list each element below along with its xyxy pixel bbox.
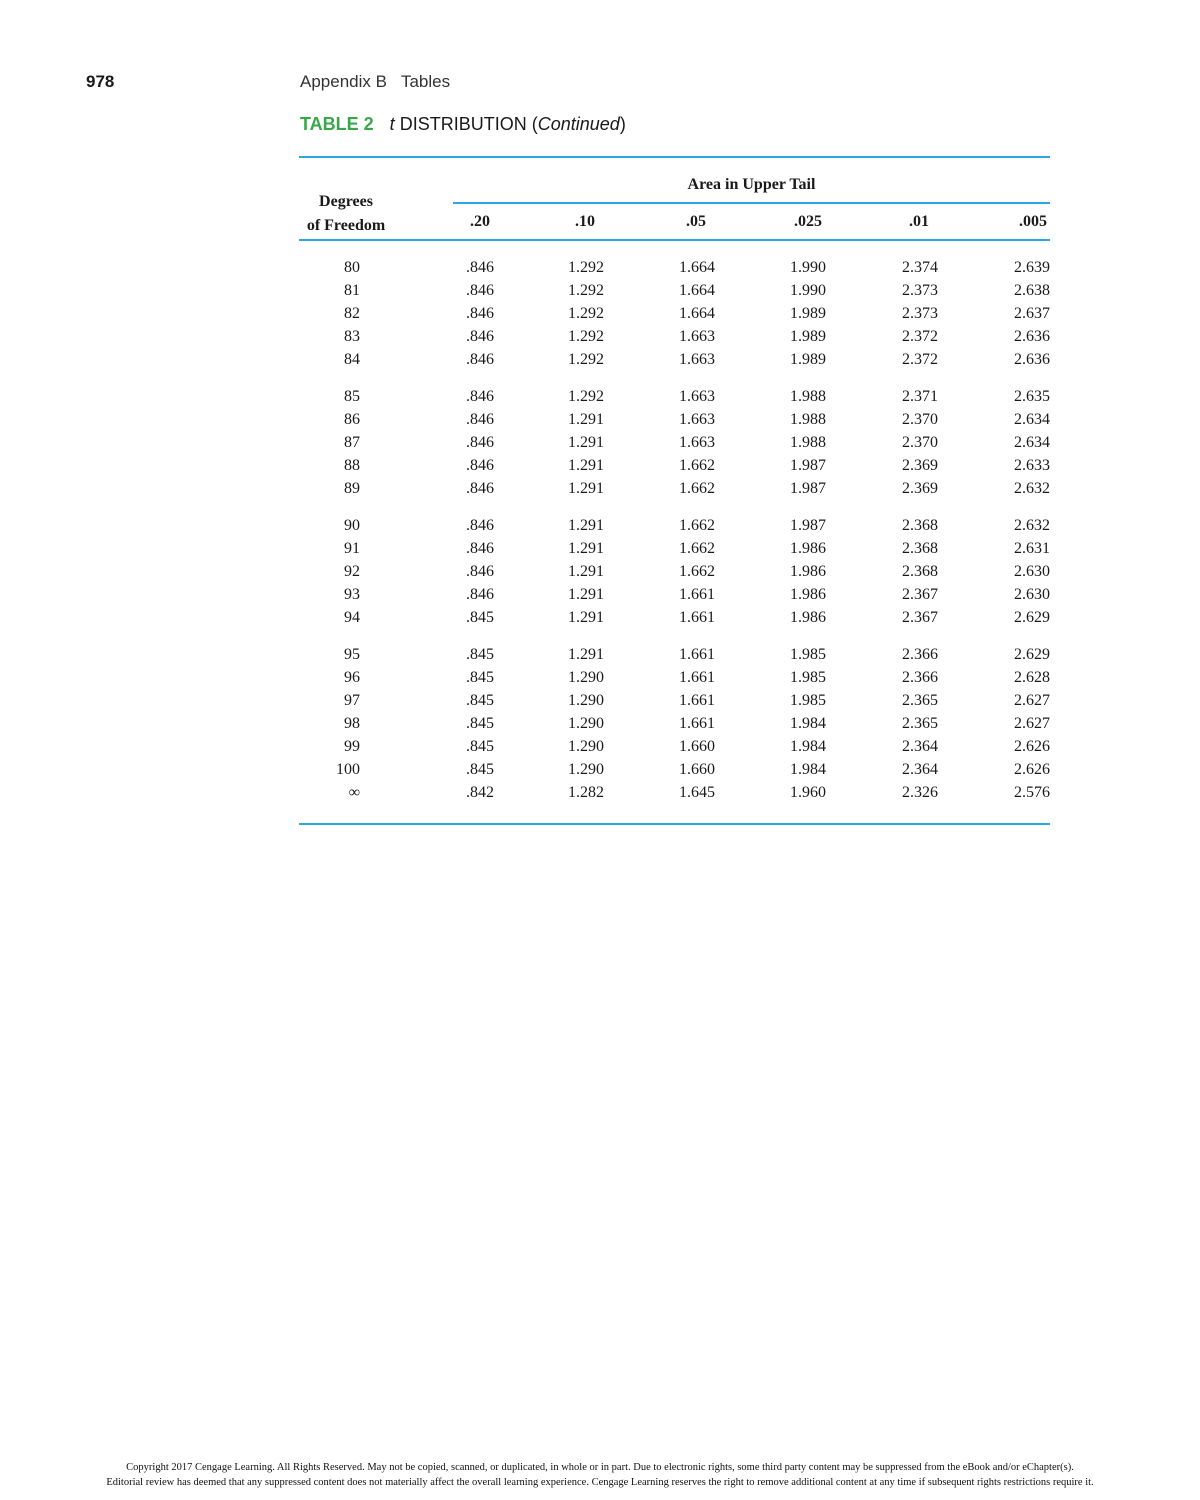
value-cell: .846 bbox=[466, 351, 494, 368]
value-cell: 2.636 bbox=[1014, 328, 1050, 345]
value-cell: 1.291 bbox=[568, 563, 604, 580]
df-cell: 94 bbox=[344, 609, 360, 626]
column-header-010: .10 bbox=[575, 213, 595, 230]
value-cell: 2.368 bbox=[902, 517, 938, 534]
value-cell: .846 bbox=[466, 328, 494, 345]
value-cell: 1.986 bbox=[790, 586, 826, 603]
table-top-rule bbox=[299, 156, 1050, 158]
column-header-005: .05 bbox=[686, 213, 706, 230]
df-header-line2: of Freedom bbox=[306, 217, 386, 234]
value-cell: 2.374 bbox=[902, 259, 938, 276]
value-cell: 1.662 bbox=[679, 517, 715, 534]
value-cell: .846 bbox=[466, 480, 494, 497]
value-cell: 1.661 bbox=[679, 692, 715, 709]
df-cell: 95 bbox=[344, 646, 360, 663]
value-cell: 2.635 bbox=[1014, 388, 1050, 405]
df-cell: 82 bbox=[344, 305, 360, 322]
value-cell: 2.364 bbox=[902, 761, 938, 778]
value-cell: 1.290 bbox=[568, 669, 604, 686]
value-cell: 2.365 bbox=[902, 715, 938, 732]
caption-title: DISTRIBUTION bbox=[399, 114, 527, 134]
value-cell: 2.637 bbox=[1014, 305, 1050, 322]
column-header-rule bbox=[299, 239, 1050, 241]
value-cell: 1.661 bbox=[679, 609, 715, 626]
value-cell: .845 bbox=[466, 669, 494, 686]
value-cell: 2.369 bbox=[902, 480, 938, 497]
value-cell: 1.989 bbox=[790, 351, 826, 368]
value-cell: .846 bbox=[466, 411, 494, 428]
value-cell: .846 bbox=[466, 457, 494, 474]
value-cell: .846 bbox=[466, 259, 494, 276]
value-cell: 1.663 bbox=[679, 328, 715, 345]
value-cell: .846 bbox=[466, 305, 494, 322]
page-number: 978 bbox=[86, 72, 115, 91]
column-header-0025: .025 bbox=[794, 213, 822, 230]
running-head-section: Appendix B bbox=[300, 72, 387, 91]
value-cell: 2.365 bbox=[902, 692, 938, 709]
df-cell: 97 bbox=[344, 692, 360, 709]
df-cell: 87 bbox=[344, 434, 360, 451]
value-cell: 2.632 bbox=[1014, 480, 1050, 497]
value-cell: 1.960 bbox=[790, 784, 826, 801]
value-cell: 1.990 bbox=[790, 259, 826, 276]
value-cell: 2.634 bbox=[1014, 434, 1050, 451]
df-cell: 83 bbox=[344, 328, 360, 345]
value-cell: 1.986 bbox=[790, 609, 826, 626]
caption-continued: Continued bbox=[537, 114, 620, 134]
df-cell: 93 bbox=[344, 586, 360, 603]
value-cell: 2.372 bbox=[902, 328, 938, 345]
df-cell: ∞ bbox=[348, 784, 360, 801]
value-cell: 2.369 bbox=[902, 457, 938, 474]
value-cell: .846 bbox=[466, 540, 494, 557]
value-cell: 2.630 bbox=[1014, 563, 1050, 580]
df-cell: 86 bbox=[344, 411, 360, 428]
value-cell: .846 bbox=[466, 388, 494, 405]
value-cell: 2.367 bbox=[902, 609, 938, 626]
value-cell: 1.664 bbox=[679, 305, 715, 322]
value-cell: 1.291 bbox=[568, 517, 604, 534]
value-cell: 2.638 bbox=[1014, 282, 1050, 299]
value-cell: 2.626 bbox=[1014, 738, 1050, 755]
value-cell: 1.987 bbox=[790, 457, 826, 474]
df-cell: 91 bbox=[344, 540, 360, 557]
value-cell: 2.634 bbox=[1014, 411, 1050, 428]
value-cell: 1.663 bbox=[679, 434, 715, 451]
df-cell: 90 bbox=[344, 517, 360, 534]
value-cell: 1.662 bbox=[679, 540, 715, 557]
value-cell: 1.985 bbox=[790, 669, 826, 686]
area-header-rule bbox=[453, 202, 1050, 204]
value-cell: .845 bbox=[466, 692, 494, 709]
value-cell: .846 bbox=[466, 282, 494, 299]
df-cell: 98 bbox=[344, 715, 360, 732]
table-label: TABLE 2 bbox=[300, 114, 374, 134]
value-cell: 1.290 bbox=[568, 738, 604, 755]
value-cell: 2.627 bbox=[1014, 692, 1050, 709]
value-cell: 1.292 bbox=[568, 351, 604, 368]
value-cell: .846 bbox=[466, 563, 494, 580]
value-cell: 1.663 bbox=[679, 411, 715, 428]
value-cell: .845 bbox=[466, 715, 494, 732]
column-header-0005: .005 bbox=[1019, 213, 1047, 230]
df-cell: 81 bbox=[344, 282, 360, 299]
value-cell: 1.292 bbox=[568, 328, 604, 345]
value-cell: .845 bbox=[466, 761, 494, 778]
value-cell: 2.632 bbox=[1014, 517, 1050, 534]
copyright-line-2: Editorial review has deemed that any suppressed content does not materially affect the overall learning experience. Cengage Learning reserves the right to remove additional content at any time if subsequent rights restrictions require it. bbox=[106, 1477, 1094, 1488]
column-header-020: .20 bbox=[470, 213, 490, 230]
value-cell: 1.988 bbox=[790, 388, 826, 405]
value-cell: 1.292 bbox=[568, 388, 604, 405]
running-head bbox=[300, 72, 450, 92]
value-cell: 1.985 bbox=[790, 692, 826, 709]
value-cell: 2.630 bbox=[1014, 586, 1050, 603]
value-cell: 2.366 bbox=[902, 646, 938, 663]
df-cell: 99 bbox=[344, 738, 360, 755]
value-cell: 2.626 bbox=[1014, 761, 1050, 778]
value-cell: 1.663 bbox=[679, 351, 715, 368]
value-cell: 1.664 bbox=[679, 282, 715, 299]
value-cell: 1.988 bbox=[790, 411, 826, 428]
value-cell: 2.372 bbox=[902, 351, 938, 368]
df-cell: 89 bbox=[344, 480, 360, 497]
value-cell: 2.373 bbox=[902, 305, 938, 322]
value-cell: 2.627 bbox=[1014, 715, 1050, 732]
table-caption bbox=[300, 114, 626, 135]
value-cell: 1.290 bbox=[568, 715, 604, 732]
value-cell: .845 bbox=[466, 609, 494, 626]
value-cell: 1.291 bbox=[568, 480, 604, 497]
value-cell: 1.291 bbox=[568, 457, 604, 474]
degrees-of-freedom-header bbox=[300, 190, 392, 238]
value-cell: 2.368 bbox=[902, 563, 938, 580]
value-cell: 1.290 bbox=[568, 761, 604, 778]
running-head-title: Tables bbox=[400, 72, 451, 91]
value-cell: 1.984 bbox=[790, 715, 826, 732]
value-cell: 1.984 bbox=[790, 738, 826, 755]
value-cell: .846 bbox=[466, 517, 494, 534]
value-cell: 1.660 bbox=[679, 738, 715, 755]
df-cell: 84 bbox=[344, 351, 360, 368]
value-cell: 2.364 bbox=[902, 738, 938, 755]
value-cell: 1.664 bbox=[679, 259, 715, 276]
value-cell: 2.636 bbox=[1014, 351, 1050, 368]
value-cell: 1.292 bbox=[568, 282, 604, 299]
value-cell: 1.987 bbox=[790, 480, 826, 497]
table-bottom-rule bbox=[299, 823, 1050, 825]
df-cell: 85 bbox=[344, 388, 360, 405]
value-cell: 1.291 bbox=[568, 540, 604, 557]
value-cell: 1.292 bbox=[568, 305, 604, 322]
value-cell: 1.985 bbox=[790, 646, 826, 663]
value-cell: 1.662 bbox=[679, 457, 715, 474]
value-cell: 1.990 bbox=[790, 282, 826, 299]
value-cell: 2.373 bbox=[902, 282, 938, 299]
value-cell: 2.368 bbox=[902, 540, 938, 557]
value-cell: 1.645 bbox=[679, 784, 715, 801]
value-cell: 1.290 bbox=[568, 692, 604, 709]
value-cell: 2.576 bbox=[1014, 784, 1050, 801]
caption-t-symbol: t bbox=[389, 114, 395, 134]
area-in-upper-tail-header: Area in Upper Tail bbox=[687, 176, 816, 193]
value-cell: 1.662 bbox=[679, 563, 715, 580]
value-cell: 1.986 bbox=[790, 540, 826, 557]
value-cell: 2.370 bbox=[902, 411, 938, 428]
value-cell: 2.628 bbox=[1014, 669, 1050, 686]
value-cell: 2.629 bbox=[1014, 609, 1050, 626]
value-cell: 2.639 bbox=[1014, 259, 1050, 276]
value-cell: 2.631 bbox=[1014, 540, 1050, 557]
value-cell: 2.633 bbox=[1014, 457, 1050, 474]
value-cell: 1.988 bbox=[790, 434, 826, 451]
value-cell: 1.987 bbox=[790, 517, 826, 534]
value-cell: 1.661 bbox=[679, 646, 715, 663]
column-header-001: .01 bbox=[909, 213, 929, 230]
value-cell: .845 bbox=[466, 738, 494, 755]
value-cell: 1.660 bbox=[679, 761, 715, 778]
value-cell: 1.984 bbox=[790, 761, 826, 778]
value-cell: 1.292 bbox=[568, 259, 604, 276]
value-cell: 2.326 bbox=[902, 784, 938, 801]
caption-continued-open: ( bbox=[531, 114, 538, 134]
value-cell: 2.367 bbox=[902, 586, 938, 603]
value-cell: 1.291 bbox=[568, 434, 604, 451]
value-cell: .845 bbox=[466, 646, 494, 663]
value-cell: .846 bbox=[466, 434, 494, 451]
caption-continued-close: ) bbox=[619, 114, 626, 134]
value-cell: 1.662 bbox=[679, 480, 715, 497]
value-cell: 1.661 bbox=[679, 715, 715, 732]
value-cell: 1.291 bbox=[568, 646, 604, 663]
value-cell: 1.989 bbox=[790, 305, 826, 322]
df-cell: 80 bbox=[344, 259, 360, 276]
value-cell: 1.282 bbox=[568, 784, 604, 801]
df-cell: 88 bbox=[344, 457, 360, 474]
value-cell: .842 bbox=[466, 784, 494, 801]
copyright-line-1: Copyright 2017 Cengage Learning. All Rights Reserved. May not be copied, scanned, or duplicated, in whole or in part. Due to electronic rights, some third party content may be suppressed from the eBook and/or eChapter(s). bbox=[126, 1462, 1074, 1473]
value-cell: 1.989 bbox=[790, 328, 826, 345]
df-cell: 92 bbox=[344, 563, 360, 580]
value-cell: 1.291 bbox=[568, 586, 604, 603]
value-cell: 1.661 bbox=[679, 586, 715, 603]
value-cell: 1.291 bbox=[568, 609, 604, 626]
value-cell: 2.371 bbox=[902, 388, 938, 405]
value-cell: 1.291 bbox=[568, 411, 604, 428]
value-cell: .846 bbox=[466, 586, 494, 603]
df-cell: 100 bbox=[336, 761, 360, 778]
value-cell: 1.663 bbox=[679, 388, 715, 405]
value-cell: 2.370 bbox=[902, 434, 938, 451]
value-cell: 2.629 bbox=[1014, 646, 1050, 663]
value-cell: 2.366 bbox=[902, 669, 938, 686]
value-cell: 1.986 bbox=[790, 563, 826, 580]
df-header-line1: Degrees bbox=[319, 193, 373, 210]
df-cell: 96 bbox=[344, 669, 360, 686]
value-cell: 1.661 bbox=[679, 669, 715, 686]
